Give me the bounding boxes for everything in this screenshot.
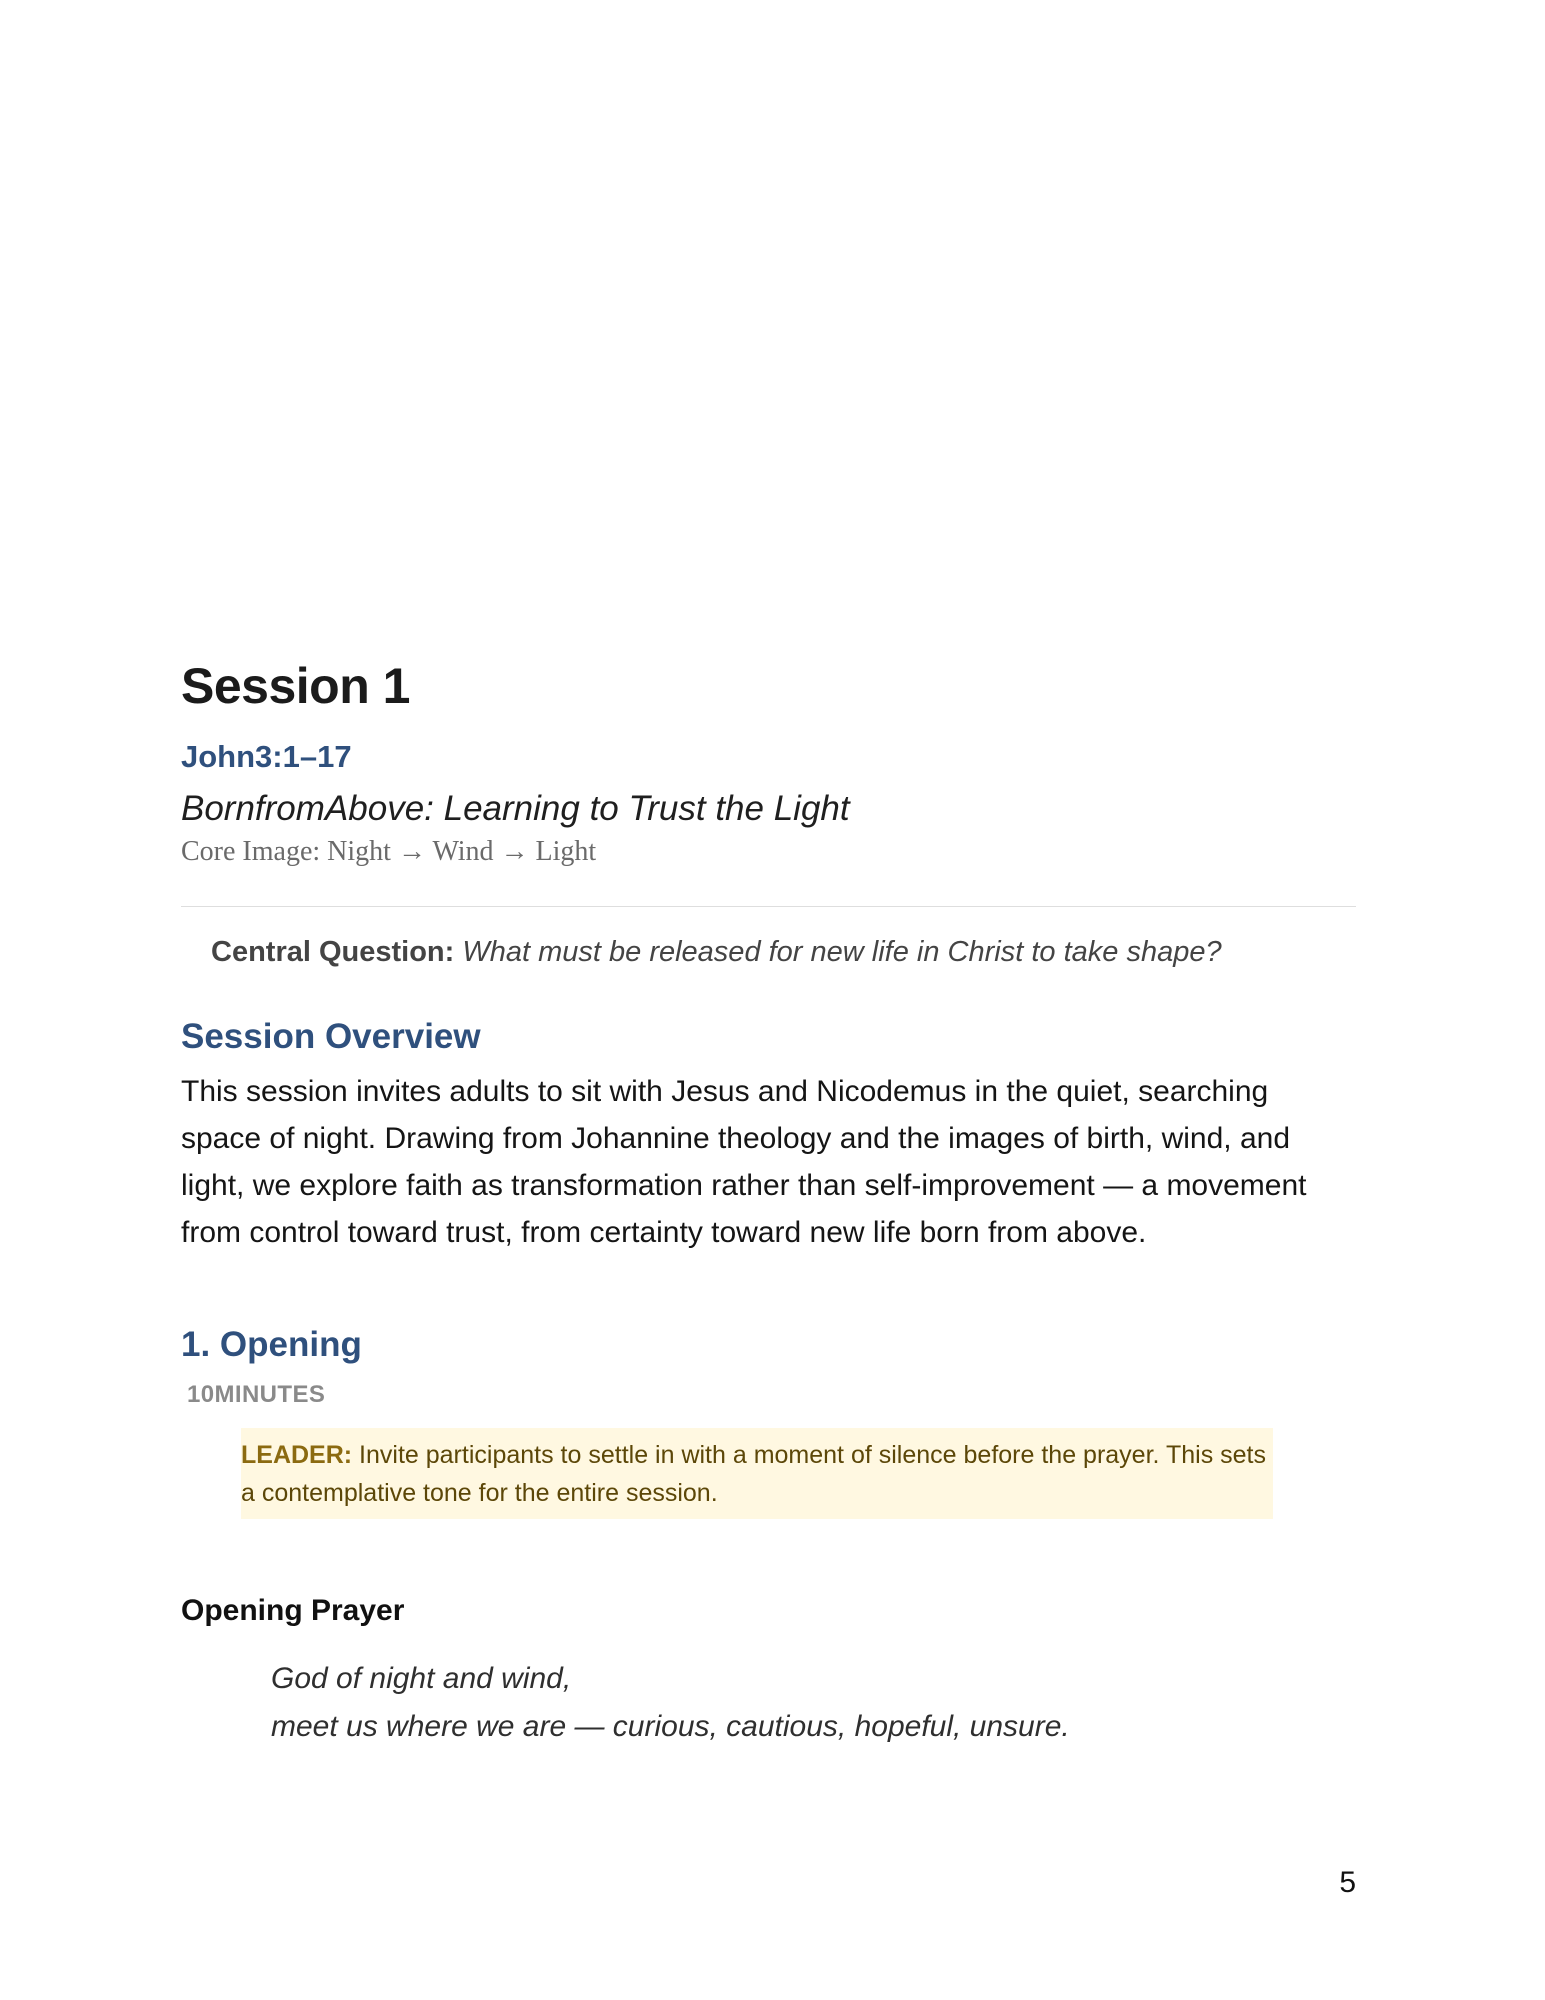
session-overview-heading: Session Overview (181, 1017, 481, 1056)
session-overview-text: This session invites adults to sit with Jesus and Nicodemus in the quiet, searching space of night. Drawing from Johannine theology and the images of birth, wind, and light, we explore faith as transformation rather than self-improvement — a movement from control toward trust, from certainty toward new life born from above. (181, 1075, 1307, 1249)
opening-prayer-heading: Opening Prayer (181, 1594, 405, 1627)
leader-label: LEADER: (241, 1441, 353, 1469)
leader-note-text: Invite participants to settle in with a moment of silence before the prayer. This sets a contemplative tone for the entire session. (241, 1441, 1266, 1507)
prayer-line: meet us where we are — curious, cautious, hopeful, unsure. (271, 1710, 1070, 1743)
page-content (181, 655, 1356, 1751)
page-number: 5 (1339, 1866, 1356, 1899)
opening-prayer-text (271, 1655, 1356, 1751)
central-question-label: Central Question: (211, 936, 455, 968)
scripture-reference: John3:1–17 (181, 739, 352, 774)
core-image-line: Core Image: Night → Wind → Light (181, 836, 597, 867)
section-divider (181, 906, 1356, 907)
prayer-line: God of night and wind, (271, 1662, 572, 1695)
central-question (211, 934, 1356, 970)
session-title: Session 1 (181, 658, 410, 714)
central-question-text: What must be released for new life in Christ to take shape? (454, 936, 1222, 968)
leader-note (241, 1428, 1273, 1519)
session-subtitle: BornfromAbove: Learning to Trust the Light (181, 789, 850, 828)
opening-duration: 10MINUTES (187, 1381, 326, 1408)
opening-heading: 1. Opening (181, 1325, 362, 1364)
